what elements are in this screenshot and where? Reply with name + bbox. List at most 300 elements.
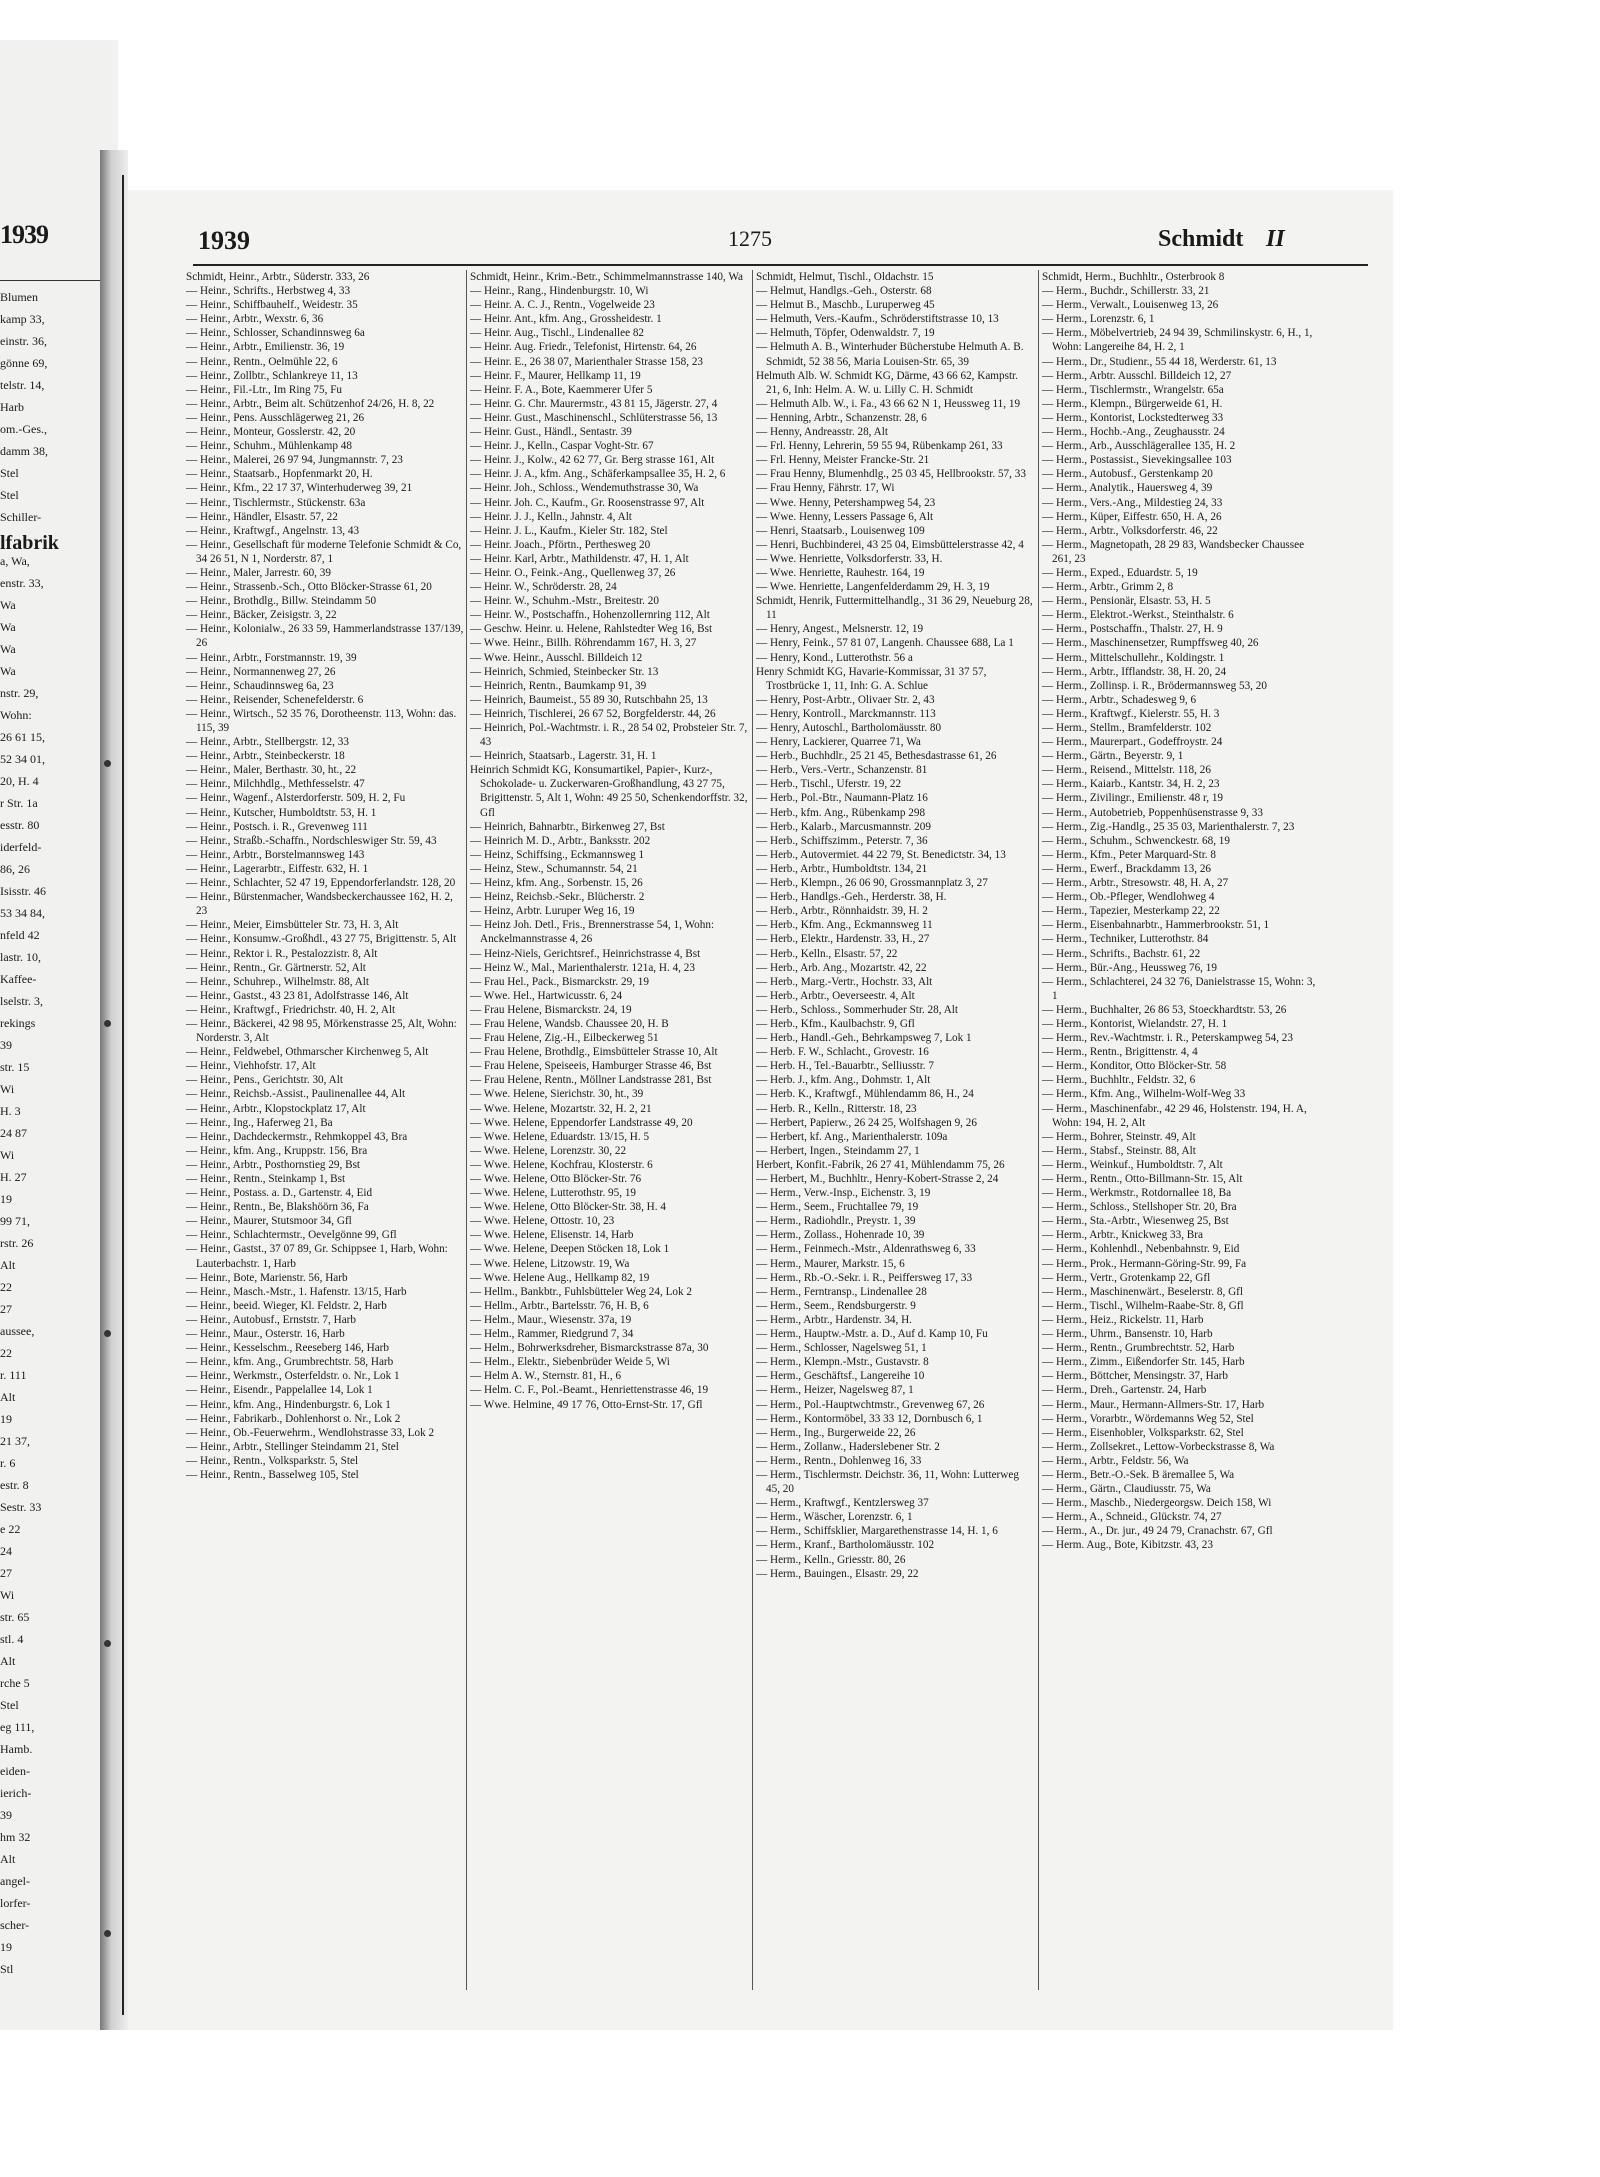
directory-entry: — Herm., Arbtr., Stresowstr. 48, H. A, 27 — [1042, 877, 1229, 890]
left-page-year: 1939 — [0, 220, 48, 249]
column-divider — [466, 270, 467, 1990]
directory-entry: — Helm. C. F., Pol.-Beamt., Henriettenstrasse 46, 19 — [470, 1384, 709, 1397]
directory-entry: — Herm., Maurer, Markstr. 15, 6 — [756, 1257, 905, 1270]
directory-entry: — Heinr., Postsch. i. R., Grevenweg 111 — [186, 820, 368, 833]
directory-entry: — Frau Helene, Wandsb. Chaussee 20, H. B — [470, 1017, 669, 1030]
directory-entry: — Herm., Mittelschullehr., Koldingstr. 1 — [1042, 651, 1225, 664]
directory-entry: — Frau Helene, Brothdlg., Eimsbütteler Strasse 10, Alt — [470, 1046, 718, 1059]
directory-entry: — Herm., Tischlermstr., Wrangelstr. 65a — [1042, 383, 1224, 396]
directory-entry: — Herm., Maurerpart., Godeffroystr. 24 — [1042, 736, 1223, 749]
directory-entry: — Heinr., Rentn., Volksparkstr. 5, Stel — [186, 1454, 359, 1467]
directory-entry: — Herm., Heiz., Rickelstr. 11, Harb — [1042, 1313, 1204, 1326]
left-page-fragment: einstr. 36, — [0, 334, 47, 348]
directory-entry: — Helmuth Alb. W., i. Fa., 43 66 62 N 1, Heussweg 11, 19 — [756, 397, 1021, 410]
left-page-fragment: Wi — [0, 1148, 15, 1162]
left-page-fragment: 20, H. 4 — [0, 774, 39, 788]
left-page-fragment: 22 — [0, 1346, 12, 1360]
directory-entry: — Herm., Vorarbtr., Wördemanns Weg 52, Stel — [1042, 1412, 1254, 1425]
directory-entry: — Henning, Arbtr., Schanzenstr. 28, 6 — [756, 411, 927, 424]
directory-entry: — Henry, Angest., Melsnerstr. 12, 19 — [756, 623, 924, 636]
directory-entry: — Herb., Handlgs.-Geh., Herderstr. 38, H. — [756, 891, 947, 904]
directory-entry: — Heinr., Masch.-Mstr., 1. Hafenstr. 13/15, Harb — [186, 1285, 407, 1298]
directory-entry: — Herm., Kontorist, Wielandstr. 27, H. 1 — [1042, 1017, 1228, 1030]
directory-entry: — Herm., Postschaffn., Thalstr. 27, H. 9 — [1042, 623, 1223, 636]
left-page-fragment: rstr. 26 — [0, 1236, 34, 1250]
directory-entry: — Wwe. Helene, Deepen Stöcken 18, Lok 1 — [470, 1243, 670, 1256]
directory-entry: — Heinr., Bote, Marienstr. 56, Harb — [186, 1271, 348, 1284]
directory-entry: — Herm., Klempn., Bürgerweide 61, H. — [1042, 397, 1223, 410]
directory-entry: — Herm., Tischl., Wilhelm-Raabe-Str. 8, Gfl — [1042, 1299, 1244, 1312]
header-rule — [193, 264, 1368, 266]
directory-entry: — Heinr. J. J., Kelln., Jahnstr. 4, Alt — [470, 510, 632, 523]
left-page-fragment: lastr. 10, — [0, 950, 41, 964]
directory-entry: — Heinr., Lagerarbtr., Eiffestr. 632, H. 1 — [186, 862, 369, 875]
directory-entry: — Heinr., Feldwebel, Othmarscher Kirchenweg 5, Alt — [186, 1046, 429, 1059]
directory-entry: — Herm., Kohlenhdl., Nebenbahnstr. 9, Eid — [1042, 1243, 1240, 1256]
directory-entry: — Herm., Pensionär, Elsastr. 53, H. 5 — [1042, 595, 1211, 608]
directory-entry: — Herm., Zollanw., Haderslebener Str. 2 — [756, 1440, 940, 1453]
directory-entry: — Heinrich, Baumeist., 55 89 30, Rutschbahn 25, 13 — [470, 693, 708, 706]
directory-entry: — Herb., Arbtr., Oeverseestr. 4, Alt — [756, 989, 915, 1002]
directory-entry: — Herm., Gärtn., Beyerstr. 9, 1 — [1042, 750, 1184, 763]
directory-entry: Schmidt, Helmut, Tischl., Oldachstr. 15 — [756, 271, 934, 283]
directory-entry: — Heinr., Schlachter, 52 47 19, Eppendorferlandstr. 128, 20 — [186, 877, 456, 890]
directory-entry: — Herm., Zollass., Hohenrade 10, 39 — [756, 1229, 925, 1242]
left-page-fragment: r Str. 1a — [0, 796, 38, 810]
directory-entry: — Heinr., Fabrikarb., Dohlenhorst o. Nr., Lok 2 — [186, 1412, 401, 1425]
directory-entry: — Herb., Kalarb., Marcusmannstr. 209 — [756, 820, 931, 833]
directory-entry: — Helmuth, Töpfer, Odenwaldstr. 7, 19 — [756, 327, 935, 340]
directory-entry: — Herm., Arbtr., Feldstr. 56, Wa — [1042, 1454, 1189, 1467]
left-page-fragment: Blumen — [0, 290, 38, 304]
directory-entry: — Henri, Buchbinderei, 43 25 04, Eimsbüttelerstrasse 42, 4 — [756, 538, 1024, 551]
directory-entry: — Herm., Maschinensetzer, Rumpffsweg 40, 26 — [1042, 637, 1259, 650]
directory-entry: — Heinr., Schlachtermstr., Oevelgönne 99, Gfl — [186, 1229, 397, 1242]
directory-entry: — Frau Helene, Zig.-H., Eilbeckerweg 51 — [470, 1032, 659, 1045]
directory-entry: — Herm., Reisend., Mittelstr. 118, 26 — [1042, 764, 1211, 777]
directory-entry: — Herm., Schrifts., Bachstr. 61, 22 — [1042, 947, 1201, 960]
directory-entry: — Wwe. Helene, Litzowstr. 19, Wa — [470, 1257, 630, 1270]
left-page-fragment: angel- — [0, 1874, 30, 1888]
directory-entry: — Heinr. J., Kelln., Caspar Voght-Str. 67 — [470, 440, 654, 453]
directory-entry: — Heinr., Maurer, Stutsmoor 34, Gfl — [186, 1215, 352, 1228]
directory-entry: — Herm., Maur., Hermann-Allmers-Str. 17, Harb — [1042, 1398, 1265, 1411]
left-page-fragment: 99 71, — [0, 1214, 30, 1228]
directory-entry: — Herm., Werkmstr., Rotdornallee 18, Ba — [1042, 1187, 1232, 1200]
directory-entry: — Heinr., Arbtr., Beim alt. Schützenhof 24/26, H. 8, 22 — [186, 397, 435, 410]
directory-entry: — Herm., Analytik., Hauersweg 4, 39 — [1042, 482, 1213, 495]
directory-entry: — Wwe. Helene, Lutterothstr. 95, 19 — [470, 1187, 637, 1200]
directory-entry: — Heinr., Reisender, Schenefelderstr. 6 — [186, 693, 364, 706]
left-page-fragment: str. 65 — [0, 1610, 30, 1624]
directory-entry: — Herm., Arbtr., Ifflandstr. 38, H. 20, 24 — [1042, 665, 1227, 678]
directory-entry: — Herm., Ing., Burgerweide 22, 26 — [756, 1426, 916, 1439]
left-page-fragment: damm 38, — [0, 444, 48, 458]
directory-entry: — Heinrich M. D., Arbtr., Banksstr. 202 — [470, 834, 651, 847]
left-page-fragment: Stl — [0, 1962, 14, 1976]
left-page-fragment: Alt — [0, 1852, 16, 1866]
directory-entry: — Herm., Kraftwgf., Kielerstr. 55, H. 3 — [1042, 707, 1220, 720]
directory-entry: — Frau Henny, Blumenhdlg., 25 03 45, Hellbrookstr. 57, 33 — [756, 468, 1026, 481]
directory-entry: — Herm., Sta.-Arbtr., Wiesenweg 25, Bst — [1042, 1215, 1229, 1228]
directory-entry: — Heinr., Milchhdlg., Methfesselstr. 47 — [186, 778, 365, 791]
directory-entry: — Helm A. W., Sternstr. 81, H., 6 — [470, 1370, 622, 1383]
directory-entry: — Herm., Geschäftsf., Langereihe 10 — [756, 1370, 925, 1383]
left-page-fragment: 21 37, — [0, 1434, 30, 1448]
directory-entry: — Heinrich, Schmied, Steinbecker Str. 13 — [470, 665, 659, 678]
directory-entry: — Henri, Staatsarb., Louisenweg 109 — [756, 524, 925, 537]
directory-entry: — Heinr., Rentn., Oelmühle 22, 6 — [186, 355, 338, 368]
left-page-fragment: 27 — [0, 1302, 12, 1316]
directory-entry: — Wwe. Helene Aug., Hellkamp 82, 19 — [470, 1271, 650, 1284]
directory-entry: — Heinz, Stew., Schumannstr. 54, 21 — [470, 862, 638, 875]
directory-entry: — Heinr., Maur., Osterstr. 16, Harb — [186, 1328, 345, 1341]
directory-entry: — Heinr., Staatsarb., Hopfenmarkt 20, H. — [186, 468, 373, 481]
left-page-fragment: lorfer- — [0, 1896, 31, 1910]
directory-entry: — Heinr. J., Kolw., 42 62 77, Gr. Berg strasse 161, Alt — [470, 454, 715, 467]
directory-entry: — Heinr., Rentn., Basselweg 105, Stel — [186, 1468, 359, 1481]
left-page-fragment: aussee, — [0, 1324, 35, 1338]
directory-entry: — Herbert, M., Buchhltr., Henry-Kobert-Strasse 2, 24 — [756, 1173, 999, 1185]
left-page-fragment: estr. 8 — [0, 1478, 29, 1492]
directory-entry: — Heinr., Strassenb.-Sch., Otto Blöcker-Strasse 61, 20 — [186, 581, 432, 594]
directory-entry: — Heinr., Bäckerei, 42 98 95, Mörkenstrasse 25, Alt, Wohn: Norderstr. 3, Alt — [186, 1017, 457, 1045]
directory-entry: — Herm., Feinmech.-Mstr., Aldenrathsweg 6, 33 — [756, 1243, 976, 1256]
directory-entry: — Heinr., Reichsb.-Assist., Paulinenallee 44, Alt — [186, 1088, 406, 1101]
directory-entry: — Wwe. Helene, Otto Blöcker-Str. 76 — [470, 1173, 642, 1185]
directory-entry: — Herm., Ferntransp., Lindenallee 28 — [756, 1285, 927, 1298]
directory-entry: — Hellm., Arbtr., Bartelsstr. 76, H. B, 6 — [470, 1299, 649, 1312]
directory-entry: — Heinz, Schiffsing., Eckmannsweg 1 — [470, 848, 645, 861]
left-page-fragment: eiden- — [0, 1764, 30, 1778]
directory-entry: — Herm., Kelln., Griesstr. 80, 26 — [756, 1553, 906, 1566]
directory-entry: — Heinr., kfm. Ang., Hindenburgstr. 6, Lok 1 — [186, 1398, 391, 1411]
left-page-fragment: 19 — [0, 1940, 12, 1954]
left-page-fragment: Stel — [0, 1698, 19, 1712]
directory-entry: — Wwe. Heinr., Billh. Röhrendamm 167, H. 3, 27 — [470, 637, 697, 650]
directory-entry: — Frau Helene, Speiseeis, Hamburger Strasse 46, Bst — [470, 1060, 712, 1073]
directory-entry: — Herm., Schuhm., Schwenckestr. 68, 19 — [1042, 834, 1230, 847]
directory-entry: — Heinr., Arbtr., Klopstockplatz 17, Alt — [186, 1102, 366, 1115]
left-page-fragment: H. 3 — [0, 1104, 21, 1118]
left-page-fragment: gönne 69, — [0, 356, 48, 370]
left-page-fragment: Wa — [0, 642, 16, 656]
directory-entry: — Heinr., Maler, Jarrestr. 60, 39 — [186, 566, 331, 579]
left-page-fragment: H. 27 — [0, 1170, 27, 1184]
directory-entry: — Herm., Seem., Rendsburgerstr. 9 — [756, 1299, 916, 1312]
directory-entry: — Herm., Arbtr. Ausschl. Billdeich 12, 27 — [1042, 369, 1232, 382]
column-divider — [1038, 270, 1039, 1990]
directory-entry: — Heinr. Joh., Schloss., Wendemuthstrasse 30, Wa — [470, 482, 699, 495]
directory-entry: Henry Schmidt KG, Havarie-Kommissar, 31 37 57, Trostbrücke 1, 11, Inh: G. A. Schlue — [756, 665, 987, 692]
directory-entry: — Herb. R., Kelln., Ritterstr. 18, 23 — [756, 1102, 917, 1115]
directory-entry: — Herm., Schlachterei, 24 32 76, Danielstrasse 15, Wohn: 3, 1 — [1042, 975, 1316, 1002]
left-page-fragment: stl. 4 — [0, 1632, 24, 1646]
directory-entry: — Herm., Zig.-Handlg., 25 35 03, Marienthalerstr. 7, 23 — [1042, 820, 1295, 833]
directory-entry: — Herm., Rentn., Dohlenweg 16, 33 — [756, 1454, 922, 1467]
directory-entry: — Herb. H., Tel.-Bauarbtr., Selliusstr. 7 — [756, 1060, 934, 1073]
directory-entry: — Herm., A., Dr. jur., 49 24 79, Cranachstr. 67, Gfl — [1042, 1525, 1273, 1538]
directory-entry: — Herm., Buchhalter, 26 86 53, Stoeckhardtstr. 53, 26 — [1042, 1003, 1287, 1016]
directory-entry: — Herm., Ewerf., Brackdamm 13, 26 — [1042, 862, 1212, 875]
directory-entry: — Herm., Weinkuf., Humboldtstr. 7, Alt — [1042, 1158, 1223, 1171]
directory-column-1 — [186, 270, 464, 1990]
directory-entry: — Herm., Tapezier, Mesterkamp 22, 22 — [1042, 905, 1220, 918]
directory-entry: — Heinr., Arbtr., Posthornstieg 29, Bst — [186, 1158, 361, 1171]
directory-entry: — Herm., Rev.-Wachtmstr. i. R., Peterskampweg 54, 23 — [1042, 1032, 1293, 1045]
directory-entry: — Heinrich, Tischlerei, 26 67 52, Borgfelderstr. 44, 26 — [470, 707, 716, 720]
directory-entry: — Herm., A., Schneid., Glückstr. 74, 27 — [1042, 1511, 1222, 1524]
page-header-surname: Schmidt — [1158, 226, 1244, 252]
directory-entry: — Heinr., Schrifts., Herbstweg 4, 33 — [186, 285, 351, 298]
directory-entry: — Heinr. Karl, Arbtr., Mathildenstr. 47, H. 1, Alt — [470, 552, 689, 565]
directory-entry: — Herb. K., Kraftwgf., Mühlendamm 86, H., 24 — [756, 1088, 974, 1101]
directory-entry: — Herm., Maschb., Niedergeorgsw. Deich 158, Wi — [1042, 1497, 1272, 1510]
directory-entry: — Herb., Vers.-Vertr., Schanzenstr. 81 — [756, 764, 928, 777]
left-page-fragment: lfabrik — [0, 532, 59, 554]
left-page-fragment: iderfeld- — [0, 840, 42, 854]
directory-entry: — Herbert, kf. Ang., Marienthalerstr. 109a — [756, 1130, 948, 1143]
left-page-fragment: 22 — [0, 1280, 12, 1294]
directory-entry: — Heinr. W., Schröderstr. 28, 24 — [470, 581, 617, 594]
directory-entry: — Heinr., Maler, Berthastr. 30, ht., 22 — [186, 764, 357, 777]
directory-entry: — Wwe. Helene, Mozartstr. 32, H. 2, 21 — [470, 1102, 652, 1115]
directory-entry: — Heinr. E., 26 38 07, Marienthaler Strasse 158, 23 — [470, 355, 704, 368]
directory-entry: — Herm., Ob.-Pfleger, Wendlohweg 4 — [1042, 891, 1215, 904]
directory-entry: — Heinz, Arbtr. Luruper Weg 16, 19 — [470, 905, 635, 918]
directory-entry: — Herm., Radiohdlr., Preystr. 1, 39 — [756, 1215, 916, 1228]
directory-entry: — Heinr., Schuhrep., Wilhelmstr. 88, Alt — [186, 975, 369, 988]
directory-entry: — Herm., Exped., Eduardstr. 5, 19 — [1042, 566, 1198, 579]
left-page-fragment: Wa — [0, 598, 16, 612]
directory-entry: — Heinr., Autobusf., Ernststr. 7, Harb — [186, 1313, 356, 1326]
directory-entry: — Wwe. Henny, Lessers Passage 6, Alt — [756, 510, 934, 523]
directory-entry: Schmidt, Heinr., Arbtr., Süderstr. 333, 26 — [186, 271, 370, 283]
left-page-fragment: 26 61 15, — [0, 730, 45, 744]
directory-entry: — Herm., Techniker, Lutterothstr. 84 — [1042, 933, 1209, 946]
directory-entry: — Herm., Stabsf., Steinstr. 88, Alt — [1042, 1144, 1196, 1157]
directory-entry: — Herm., Rentn., Brigittenstr. 4, 4 — [1042, 1046, 1198, 1059]
directory-entry: — Herm., Zollinsp. i. R., Brödermannsweg 53, 20 — [1042, 679, 1267, 692]
directory-entry: — Herm., Arbtr., Volksdorferstr. 46, 22 — [1042, 524, 1218, 537]
directory-entry: — Herm., Arb., Ausschlägerallee 135, H. 2 — [1042, 440, 1236, 453]
directory-entry: — Herm., Vertr., Grotenkamp 22, Gfl — [1042, 1271, 1211, 1284]
directory-entry: Heinrich Schmidt KG, Konsumartikel, Papier-, Kurz-, Schokolade- u. Zuckerwaren-Großhandlung, 43 27 75, Brigittenstr. 5, Alt 1, Wohn: 49 25 50, Schenkendorffstr. 32, Gfl — [470, 764, 748, 819]
directory-entry: — Henry, Kond., Lutterothstr. 56 a — [756, 651, 913, 664]
directory-entry: — Herm., Betr.-O.-Sek. B äremallee 5, Wa — [1042, 1468, 1235, 1481]
directory-entry: — Herm., Pol.-Hauptwchtmstr., Grevenweg 67, 26 — [756, 1398, 985, 1411]
directory-entry: — Helm., Bohrwerksdreher, Bismarckstrasse 87a, 30 — [470, 1342, 709, 1355]
directory-entry: — Helmut B., Maschb., Luruperweg 45 — [756, 299, 935, 312]
directory-column-4 — [1042, 270, 1320, 1990]
directory-entry: — Heinr., Monteur, Gosslerstr. 42, 20 — [186, 426, 356, 439]
directory-entry: — Herm., Maschinenfabr., 42 29 46, Holstenstr. 194, H. A, Wohn: 194, H. 2, Alt — [1042, 1102, 1307, 1129]
directory-entry: — Heinrich, Rentn., Baumkamp 91, 39 — [470, 679, 647, 692]
left-page-fragment: Wohn: — [0, 708, 32, 722]
page-corner — [1570, 2137, 1600, 2177]
directory-entry: — Heinr., Kraftwgf., Angelnstr. 13, 43 — [186, 524, 360, 537]
directory-entry: — Herm., Zollsekret., Lettow-Vorbeckstrasse 8, Wa — [1042, 1440, 1275, 1453]
directory-entry: — Herb. J., kfm. Ang., Dohmstr. 1, Alt — [756, 1074, 931, 1087]
left-page-fragment: r. 111 — [0, 1368, 27, 1382]
directory-entry: — Heinr., Dachdeckermstr., Rehmkoppel 43, Bra — [186, 1130, 408, 1143]
directory-entry: — Heinr., Händler, Elsastr. 57, 22 — [186, 510, 338, 523]
directory-entry: — Herm., Kontormöbel, 33 33 12, Dornbusch 6, 1 — [756, 1412, 983, 1425]
directory-entry: — Heinr., Kolonialw., 26 33 59, Hammerlandstrasse 137/139, 26 — [186, 623, 464, 650]
directory-entry: — Heinz W., Mal., Marienthalerstr. 121a, H. 4, 23 — [470, 961, 695, 974]
left-page-rule — [0, 280, 110, 281]
directory-entry: — Herb., Arbtr., Rönnhaidstr. 39, H. 2 — [756, 905, 928, 918]
directory-entry: — Henry, Feink., 57 81 07, Langenh. Chaussee 688, La 1 — [756, 637, 1014, 650]
directory-entry: — Herb., Pol.-Btr., Naumann-Platz 16 — [756, 792, 928, 805]
directory-entry: — Heinr., Rentn., Gr. Gärtnerstr. 52, Alt — [186, 961, 366, 974]
column-divider — [752, 270, 753, 1990]
directory-entry: — Heinr. Joh. C., Kaufm., Gr. Roosenstrasse 97, Alt — [470, 496, 705, 509]
directory-entry: — Heinr., Pens. Ausschlägerweg 21, 26 — [186, 411, 365, 424]
directory-entry: — Heinr. Aug., Tischl., Lindenallee 82 — [470, 327, 645, 340]
left-page-fragment: eg 111, — [0, 1720, 35, 1734]
directory-entry: — Heinr., Gesellschaft für moderne Telefonie Schmidt & Co, 34 26 51, N 1, Norderstr. 87, 1 — [186, 538, 462, 565]
directory-entry: — Herm., Buchhltr., Feldstr. 32, 6 — [1042, 1074, 1196, 1087]
directory-entry: — Herm., Elektrot.-Werkst., Steinthalstr. 6 — [1042, 609, 1234, 622]
directory-entry: — Hellm., Bankbtr., Fuhlsbütteler Weg 24, Lok 2 — [470, 1285, 693, 1298]
left-page-fragment: Alt — [0, 1390, 16, 1404]
directory-entry: — Heinr., kfm. Ang., Grumbrechtstr. 58, Harb — [186, 1356, 394, 1369]
directory-entry: — Wwe. Helene, Otto Blöcker-Str. 38, H. 4 — [470, 1201, 666, 1214]
directory-entry: Schmidt, Herm., Buchhltr., Osterbrook 8 — [1042, 271, 1225, 283]
directory-entry: — Frau Helene, Rentn., Möllner Landstrasse 281, Bst — [470, 1074, 712, 1087]
directory-entry: — Herm., Schlosser, Nagelsweg 51, 1 — [756, 1342, 927, 1355]
directory-entry: — Herm., Autobetrieb, Poppenhüsenstrasse 9, 33 — [1042, 806, 1263, 819]
directory-entry: — Helmuth, Vers.-Kaufm., Schröderstiftstrasse 10, 13 — [756, 313, 999, 326]
directory-entry: — Herm., Rentn., Grumbrechtstr. 52, Harb — [1042, 1342, 1235, 1355]
directory-entry: Herbert, Konfit.-Fabrik, 26 27 41, Mühlendamm 75, 26 — [756, 1158, 1005, 1171]
directory-entry: — Heinr., Rektor i. R., Pestalozzistr. 8, Alt — [186, 947, 378, 960]
directory-entry: — Herm., Gärtn., Claudiusstr. 75, Wa — [1042, 1483, 1211, 1496]
directory-entry: — Henry, Lackierer, Quarree 71, Wa — [756, 736, 921, 749]
directory-entry: — Heinr., Normannenweg 27, 26 — [186, 665, 336, 678]
directory-entry: — Helmut, Handlgs.-Geh., Osterstr. 68 — [756, 285, 932, 298]
left-page-fragment: Alt — [0, 1258, 16, 1272]
left-page-fragment: Wa — [0, 620, 16, 634]
directory-entry: — Herm., Konditor, Otto Blöcker-Str. 58 — [1042, 1060, 1227, 1073]
directory-entry: — Herm., Autobusf., Gerstenkamp 20 — [1042, 468, 1213, 481]
directory-entry: — Herm., Küper, Eiffestr. 650, H. A, 26 — [1042, 510, 1222, 523]
left-page-fragment: str. 15 — [0, 1060, 30, 1074]
left-page-fragment: 24 — [0, 1544, 12, 1558]
left-page-fragment: Wi — [0, 1082, 15, 1096]
directory-entry: — Wwe. Helene, Elisenstr. 14, Harb — [470, 1229, 634, 1242]
directory-entry: — Herm., Arbtr., Schadesweg 9, 6 — [1042, 693, 1197, 706]
directory-entry: — Herm., Hauptw.-Mstr. a. D., Auf d. Kamp 10, Fu — [756, 1328, 988, 1341]
directory-entry: — Herm., Möbelvertrieb, 24 94 39, Schmilinskystr. 6, H., 1, Wohn: Langereihe 84, H. 2, 1 — [1042, 327, 1313, 354]
directory-entry: — Herm., Rentn., Otto-Billmann-Str. 15, Alt — [1042, 1173, 1243, 1185]
directory-entry: — Heinz Joh. Detl., Fris., Brennerstrasse 54, 1, Wohn: Anckelmannstrasse 4, 26 — [470, 919, 715, 946]
directory-entry: — Herm., Zivilingr., Emilienstr. 48 r, 19 — [1042, 792, 1224, 805]
directory-entry: — Heinr. F., Maurer, Hellkamp 11, 19 — [470, 369, 641, 382]
directory-entry: — Frl. Henny, Meister Francke-Str. 21 — [756, 454, 930, 467]
directory-entry: — Heinz, kfm. Ang., Sorbenstr. 15, 26 — [470, 877, 643, 890]
directory-entry: — Heinr., beeid. Wieger, Kl. Feldstr. 2, Harb — [186, 1299, 387, 1312]
directory-entry: — Wwe. Heinr., Ausschl. Billdeich 12 — [470, 651, 643, 664]
directory-entry: — Wwe. Henriette, Langenfelderdamm 29, H. 3, 19 — [756, 581, 990, 594]
directory-entry: — Heinrich, Staatsarb., Lagerstr. 31, H. 1 — [470, 750, 657, 763]
directory-entry: Schmidt, Henrik, Futtermittelhandlg., 31 36 29, Neueburg 28, 11 — [756, 595, 1033, 622]
directory-entry: — Herm., Magnetopath, 28 29 83, Wandsbecker Chaussee 261, 23 — [1042, 538, 1305, 565]
binding-line — [122, 175, 124, 2015]
directory-entry: — Herm., Arbtr., Hardenstr. 34, H. — [756, 1313, 912, 1326]
directory-entry: — Herm., Dr., Studienr., 55 44 18, Werderstr. 61, 13 — [1042, 355, 1277, 368]
directory-entry: — Herm., Maschinenwärt., Beselerstr. 8, Gfl — [1042, 1285, 1244, 1298]
directory-entry: — Herm., Uhrm., Bansenstr. 10, Harb — [1042, 1328, 1213, 1341]
directory-entry: — Wwe. Henriette, Rauhestr. 164, 19 — [756, 566, 925, 579]
directory-entry: — Heinr., Eisendr., Pappelallee 14, Lok 1 — [186, 1384, 373, 1397]
directory-entry: — Heinr., Werkmstr., Osterfeldstr. o. Nr., Lok 1 — [186, 1370, 400, 1383]
directory-entry: — Heinr., Kesselschm., Reeseberg 146, Harb — [186, 1342, 389, 1355]
directory-entry: — Herm., Kaiarb., Kantstr. 34, H. 2, 23 — [1042, 778, 1220, 791]
directory-entry: — Wwe. Helene, Eppendorfer Landstrasse 49, 20 — [470, 1116, 693, 1129]
directory-entry: — Herm., Böttcher, Mensingstr. 37, Harb — [1042, 1370, 1228, 1383]
directory-entry: — Heinr., Malerei, 26 97 94, Jungmannstr. 7, 23 — [186, 454, 403, 467]
directory-entry: — Herm., Eisenbahnarbtr., Hammerbrookstr. 51, 1 — [1042, 919, 1270, 932]
directory-entry: — Herm., Heizer, Nagelsweg 87, 1 — [756, 1384, 914, 1397]
directory-entry: — Heinr., Arbtr., Stellbergstr. 12, 33 — [186, 736, 349, 749]
directory-entry: — Herm., Buchdr., Schillerstr. 33, 21 — [1042, 285, 1210, 298]
left-page-fragment: lselstr. 3, — [0, 994, 44, 1008]
directory-entry: — Heinz, Reichsb.-Sekr., Blücherstr. 2 — [470, 891, 645, 904]
left-page-fragment: Sestr. 33 — [0, 1500, 42, 1514]
directory-entry: — Heinr. J. L., Kaufm., Kieler Str. 182, Stel — [470, 524, 668, 537]
left-page-fragment: 39 — [0, 1038, 12, 1052]
left-page-fragment: esstr. 80 — [0, 818, 40, 832]
left-page-fragment: 53 34 84, — [0, 906, 45, 920]
directory-entry: — Heinr., Kraftwgf., Friedrichstr. 40, H. 2, Alt — [186, 1003, 396, 1016]
directory-entry: — Heinr., Wagenf., Alsterdorferstr. 509, H. 2, Fu — [186, 792, 406, 805]
left-page-fragment: Stel — [0, 488, 19, 502]
directory-entry: — Heinr., Rang., Hindenburgstr. 10, Wi — [470, 285, 649, 298]
directory-entry: — Heinrich, Bahnarbtr., Birkenweg 27, Bst — [470, 820, 665, 833]
left-page-fragment: Hamb. — [0, 1742, 33, 1756]
directory-entry: — Heinr. Aug. Friedr., Telefonist, Hirtenstr. 64, 26 — [470, 341, 697, 354]
directory-entry: — Herm., Tischlermstr. Deichstr. 36, 11, Wohn: Lutterweg 45, 20 — [756, 1468, 1019, 1496]
directory-entry: — Wwe. Helene, Sierichstr. 30, ht., 39 — [470, 1088, 644, 1101]
directory-entry: — Heinr., Kfm., 22 17 37, Winterhuderweg 39, 21 — [186, 482, 413, 495]
directory-entry: — Heinr., kfm. Ang., Kruppstr. 156, Bra — [186, 1144, 368, 1157]
directory-entry: — Wwe. Helene, Ottostr. 10, 23 — [470, 1215, 615, 1228]
directory-entry: Helmuth Alb. W. Schmidt KG, Därme, 43 66 62, Kampstr. 21, 6, Inh: Helm. A. W. u. Lilly C. H. Schmidt — [756, 369, 1018, 396]
left-page-fragment: nstr. 29, — [0, 686, 39, 700]
directory-entry: — Wwe. Helene, Kochfrau, Klosterstr. 6 — [470, 1158, 653, 1171]
directory-entry: — Frau Helene, Bismarckstr. 24, 19 — [470, 1003, 632, 1016]
directory-column-2 — [470, 270, 748, 1990]
left-page-fragment: Stel — [0, 466, 19, 480]
directory-entry: — Henny, Andreasstr. 28, Alt — [756, 426, 888, 439]
left-page-fragment: Harb — [0, 400, 24, 414]
left-page-fragment: rekings — [0, 1016, 36, 1030]
directory-entry: — Heinr., Rentn., Steinkamp 1, Bst — [186, 1173, 346, 1185]
directory-entry: — Heinr., Schlosser, Schandinnsweg 6a — [186, 327, 365, 340]
directory-entry: — Heinr. A. C. J., Rentn., Vogelweide 23 — [470, 299, 655, 312]
directory-entry: — Henry, Post-Arbtr., Olivaer Str. 2, 43 — [756, 693, 935, 706]
directory-entry: — Herm., Kranf., Bartholomäusstr. 102 — [756, 1539, 935, 1552]
directory-entry: — Heinr., Fil.-Ltr., Im Ring 75, Fu — [186, 383, 343, 396]
left-page-fragment: 52 34 01, — [0, 752, 45, 766]
directory-entry: — Wwe. Henriette, Volksdorferstr. 33, H. — [756, 552, 943, 565]
directory-entry: — Herb., Schloss., Sommerhuder Str. 28, Alt — [756, 1003, 958, 1016]
directory-entry: — Heinr. Gust., Händl., Sentastr. 39 — [470, 426, 632, 439]
directory-entry: — Herb., Arbtr., Humboldtstr. 134, 21 — [756, 862, 928, 875]
directory-entry: — Helm., Rammer, Riedgrund 7, 34 — [470, 1328, 634, 1341]
